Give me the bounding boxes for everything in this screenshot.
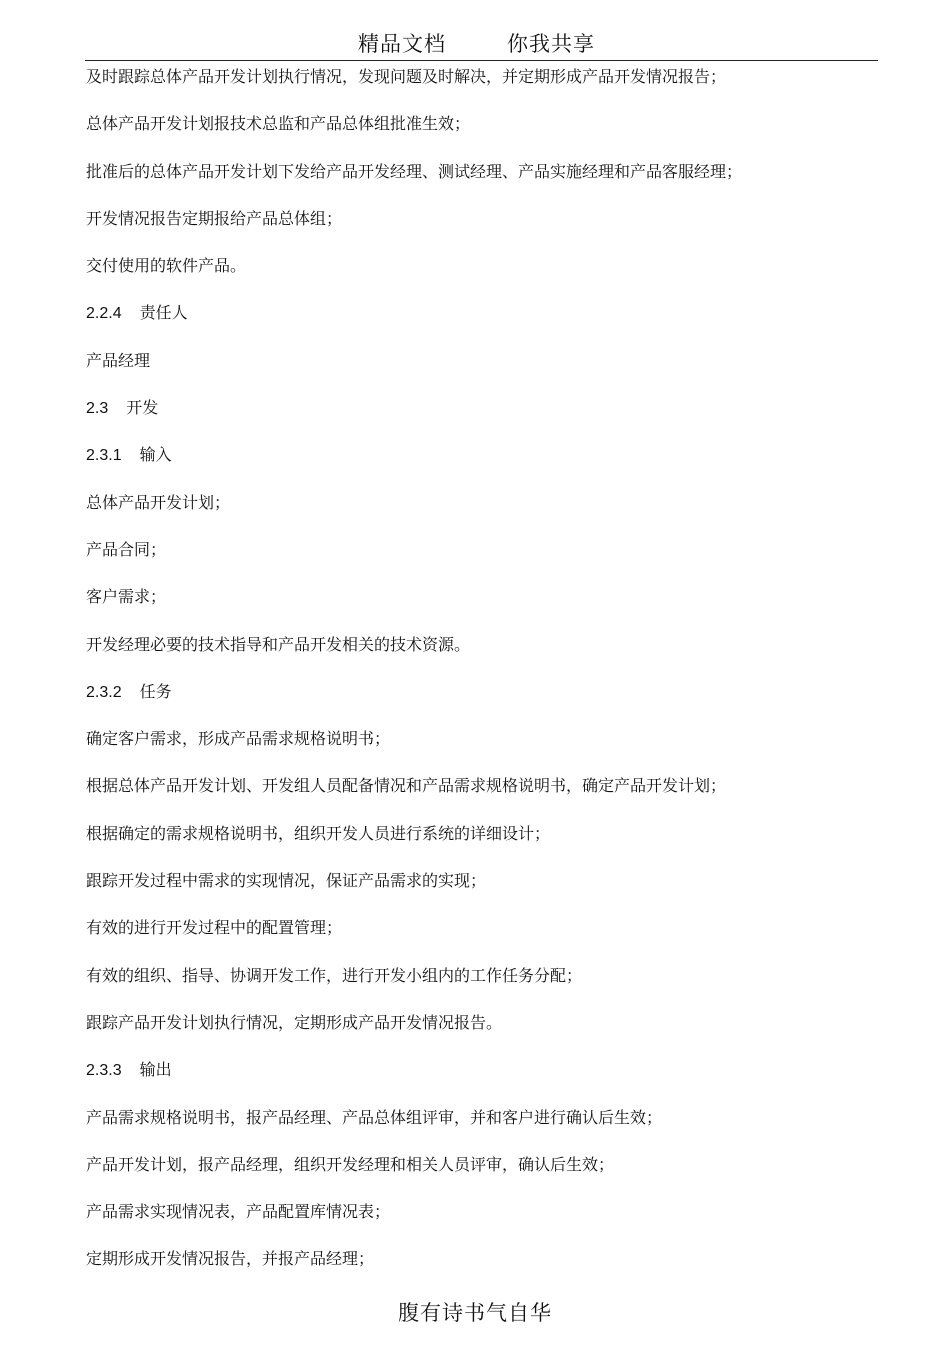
paragraph <box>86 1152 886 1199</box>
paragraph <box>86 963 886 1010</box>
section-number: 2.3.3 <box>86 1062 122 1080</box>
paragraph-text: 跟踪开发过程中需求的实现情况，保证产品需求的实现； <box>86 871 487 891</box>
paragraph <box>86 1199 886 1246</box>
paragraph-text: 有效的进行开发过程中的配置管理； <box>86 918 343 938</box>
paragraph <box>86 490 886 537</box>
paragraph-text: 客户需求； <box>86 587 167 607</box>
paragraph <box>86 868 886 915</box>
paragraph <box>86 253 886 300</box>
section-title: 任务 <box>139 681 172 701</box>
paragraph-text: 确定客户需求，形成产品需求规格说明书； <box>86 729 391 749</box>
paragraph-text: 产品经理 <box>86 350 151 370</box>
paragraph <box>86 1010 886 1057</box>
paragraph-text: 根据总体产品开发计划、开发组人员配备情况和产品需求规格说明书，确定产品开发计划； <box>86 776 727 796</box>
header-title-left: 精品文档 <box>358 32 446 56</box>
paragraph-text: 批准后的总体产品开发计划下发给产品开发经理、测试经理、产品实施经理和产品客服经理； <box>86 161 743 181</box>
section-number: 2.2.4 <box>86 305 122 323</box>
section-number: 2.3 <box>86 400 109 418</box>
section-title: 开发 <box>126 398 159 418</box>
document-body <box>86 64 886 1294</box>
paragraph-text: 产品合同； <box>86 539 167 559</box>
paragraph-text: 跟踪产品开发计划执行情况，定期形成产品开发情况报告。 <box>86 1012 503 1032</box>
paragraph-text: 产品需求实现情况表，产品配置库情况表； <box>86 1202 391 1222</box>
page-header <box>0 28 950 62</box>
paragraph-text: 交付使用的软件产品。 <box>86 256 247 276</box>
paragraph-text: 总体产品开发计划； <box>86 492 231 512</box>
paragraph <box>86 773 886 820</box>
section-title: 输入 <box>139 445 172 465</box>
paragraph <box>86 632 886 679</box>
paragraph-text: 开发经理必要的技术指导和产品开发相关的技术资源。 <box>86 634 471 654</box>
paragraph <box>86 64 886 111</box>
paragraph-text: 及时跟踪总体产品开发计划执行情况，发现问题及时解决，并定期形成产品开发情况报告； <box>86 67 727 86</box>
section-heading <box>86 442 886 489</box>
section-heading <box>86 300 886 347</box>
paragraph <box>86 206 886 253</box>
paragraph <box>86 584 886 631</box>
paragraph-text: 有效的组织、指导、协调开发工作，进行开发小组内的工作任务分配； <box>86 965 583 985</box>
section-heading <box>86 1057 886 1104</box>
header-title-right: 你我共享 <box>507 32 595 56</box>
page-footer: 腹有诗书气自华 <box>398 1301 552 1325</box>
paragraph <box>86 537 886 584</box>
paragraph-text: 定期形成开发情况报告，并报产品经理； <box>86 1249 375 1269</box>
paragraph-text: 开发情况报告定期报给产品总体组； <box>86 208 343 228</box>
header-divider <box>85 60 878 61</box>
paragraph-text: 产品需求规格说明书，报产品经理、产品总体组评审，并和客户进行确认后生效； <box>86 1107 663 1127</box>
paragraph-text: 产品开发计划，报产品经理，组织开发经理和相关人员评审，确认后生效； <box>86 1154 615 1174</box>
section-number: 2.3.2 <box>86 683 122 701</box>
section-title: 责任人 <box>139 303 188 323</box>
section-heading <box>86 395 886 442</box>
section-number: 2.3.1 <box>86 447 122 465</box>
paragraph <box>86 726 886 773</box>
paragraph <box>86 915 886 962</box>
paragraph <box>86 821 886 868</box>
section-title: 输出 <box>139 1060 172 1080</box>
section-heading <box>86 679 886 726</box>
paragraph <box>86 111 886 158</box>
paragraph <box>86 348 886 395</box>
paragraph <box>86 1246 886 1293</box>
paragraph-text: 总体产品开发计划报技术总监和产品总体组批准生效； <box>86 114 471 134</box>
paragraph <box>86 1105 886 1152</box>
paragraph <box>86 159 886 206</box>
paragraph-text: 根据确定的需求规格说明书，组织开发人员进行系统的详细设计； <box>86 823 551 843</box>
